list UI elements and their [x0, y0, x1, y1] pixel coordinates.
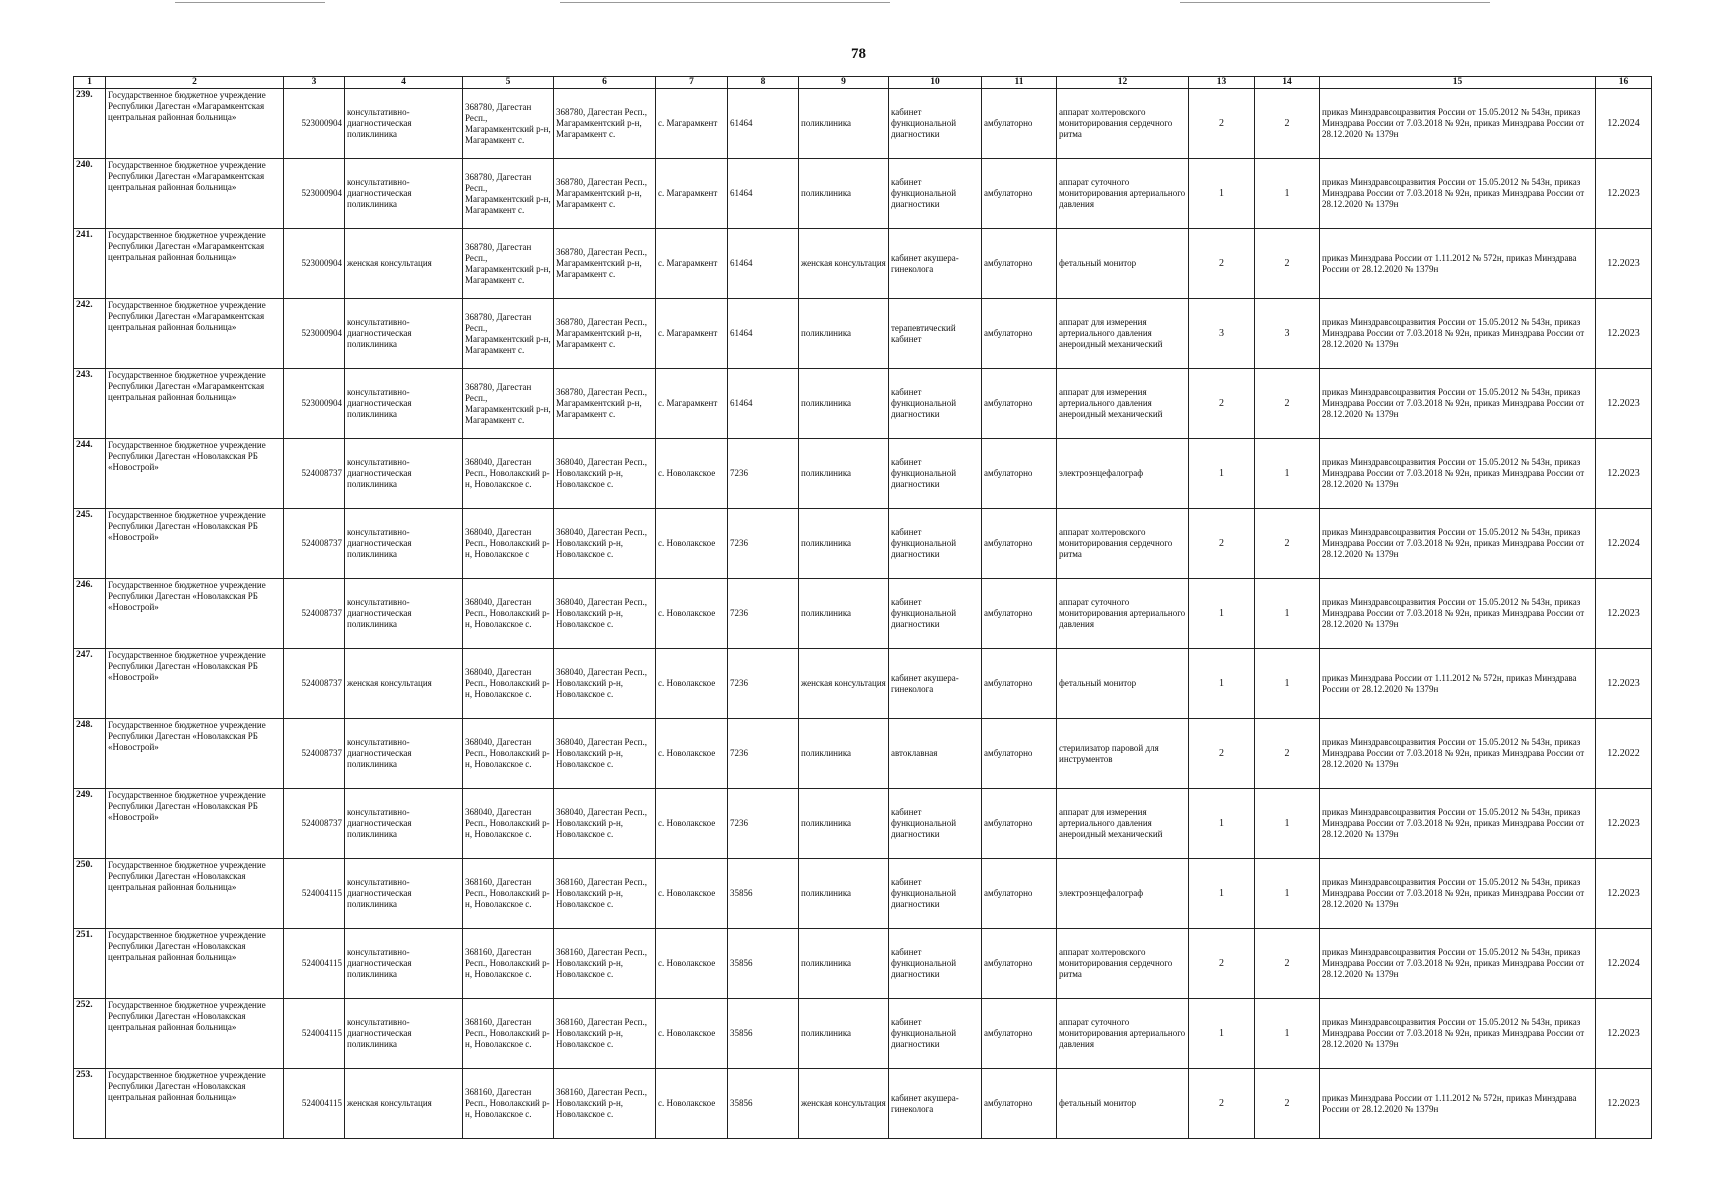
- population-count: 61464: [728, 89, 799, 159]
- equipment-name: фетальный монитор: [1057, 649, 1189, 719]
- subdivision-name: консультативно-диагностическая поликлиника: [345, 439, 463, 509]
- column-number: 7: [656, 77, 728, 89]
- settlement: с. Новолакское: [656, 649, 728, 719]
- settlement: с. Магарамкент: [656, 89, 728, 159]
- legal-address: 368040, Дагестан Респ., Новолакский р-н, Новолакское с.: [463, 439, 554, 509]
- subdivision-name: женская консультация: [345, 649, 463, 719]
- equipment-name: аппарат суточного мониторирования артериального давления: [1057, 159, 1189, 229]
- quantity-required: 2: [1189, 229, 1255, 299]
- organization-name: Государственное бюджетное учреждение Республики Дагестан «Новолакская РБ «Новострой»: [106, 649, 284, 719]
- care-mode: амбулаторно: [982, 719, 1057, 789]
- equipment-name: аппарат для измерения артериального давления анероидный механический: [1057, 299, 1189, 369]
- table-row: [74, 579, 1652, 649]
- organization-code: 524008737: [284, 719, 345, 789]
- row-number: 239.: [74, 89, 106, 159]
- quantity-required: 2: [1189, 369, 1255, 439]
- equipment-name: аппарат холтеровского мониторирования сердечного ритма: [1057, 929, 1189, 999]
- quantity-planned: 2: [1255, 229, 1320, 299]
- quantity-planned: 2: [1255, 719, 1320, 789]
- column-number: 4: [345, 77, 463, 89]
- table-row: [74, 649, 1652, 719]
- quantity-planned: 1: [1255, 999, 1320, 1069]
- equipment-name: аппарат холтеровского мониторирования сердечного ритма: [1057, 509, 1189, 579]
- facility-type: поликлиника: [799, 929, 889, 999]
- legal-address: 368780, Дагестан Респ., Магарамкентский р-н, Магарамкент с.: [463, 299, 554, 369]
- settlement: с. Магарамкент: [656, 299, 728, 369]
- organization-code: 524008737: [284, 509, 345, 579]
- quantity-planned: 1: [1255, 789, 1320, 859]
- quantity-required: 1: [1189, 159, 1255, 229]
- equipment-name: аппарат холтеровского мониторирования сердечного ритма: [1057, 89, 1189, 159]
- quantity-required: 2: [1189, 719, 1255, 789]
- column-number: 1: [74, 77, 106, 89]
- actual-address: 368160, Дагестан Респ., Новолакский р-н, Новолакское с.: [554, 859, 656, 929]
- quantity-planned: 1: [1255, 439, 1320, 509]
- delivery-date: 12.2023: [1596, 439, 1652, 509]
- delivery-date: 12.2023: [1596, 1069, 1652, 1139]
- legal-address: 368160, Дагестан Респ., Новолакский р-н, Новолакское с.: [463, 1069, 554, 1139]
- regulatory-basis: приказ Минздравсоцразвития России от 15.05.2012 № 543н, приказ Минздрава России от 7.03.2018 № 92н, приказ Минздрава России от 28.12.2020 № 1379н: [1320, 159, 1596, 229]
- facility-type: поликлиника: [799, 439, 889, 509]
- subdivision-name: консультативно-диагностическая поликлиника: [345, 859, 463, 929]
- regulatory-basis: приказ Минздравсоцразвития России от 15.05.2012 № 543н, приказ Минздрава России от 7.03.2018 № 92н, приказ Минздрава России от 28.12.2020 № 1379н: [1320, 929, 1596, 999]
- legal-address: 368040, Дагестан Респ., Новолакский р-н, Новолакское с.: [463, 579, 554, 649]
- quantity-required: 1: [1189, 789, 1255, 859]
- delivery-date: 12.2023: [1596, 229, 1652, 299]
- column-number-header-row: [74, 77, 1652, 89]
- population-count: 35856: [728, 999, 799, 1069]
- subdivision-name: консультативно-диагностическая поликлиника: [345, 509, 463, 579]
- organization-name: Государственное бюджетное учреждение Республики Дагестан «Магарамкентская центральная районная больница»: [106, 229, 284, 299]
- room-name: кабинет функциональной диагностики: [889, 579, 982, 649]
- table-row: [74, 509, 1652, 579]
- column-number: 5: [463, 77, 554, 89]
- organization-code: 524004115: [284, 859, 345, 929]
- quantity-required: 1: [1189, 579, 1255, 649]
- column-number: 2: [106, 77, 284, 89]
- regulatory-basis: приказ Минздравсоцразвития России от 15.05.2012 № 543н, приказ Минздрава России от 7.03.2018 № 92н, приказ Минздрава России от 28.12.2020 № 1379н: [1320, 719, 1596, 789]
- room-name: терапевтический кабинет: [889, 299, 982, 369]
- care-mode: амбулаторно: [982, 929, 1057, 999]
- organization-code: 523000904: [284, 159, 345, 229]
- quantity-planned: 1: [1255, 859, 1320, 929]
- room-name: кабинет функциональной диагностики: [889, 439, 982, 509]
- actual-address: 368160, Дагестан Респ., Новолакский р-н, Новолакское с.: [554, 999, 656, 1069]
- organization-code: 524004115: [284, 1069, 345, 1139]
- room-name: кабинет функциональной диагностики: [889, 999, 982, 1069]
- population-count: 61464: [728, 159, 799, 229]
- organization-code: 523000904: [284, 89, 345, 159]
- delivery-date: 12.2023: [1596, 999, 1652, 1069]
- subdivision-name: консультативно-диагностическая поликлиника: [345, 159, 463, 229]
- settlement: с. Магарамкент: [656, 229, 728, 299]
- column-number: 16: [1596, 77, 1652, 89]
- table-row: [74, 89, 1652, 159]
- organization-code: 524004115: [284, 929, 345, 999]
- quantity-planned: 2: [1255, 509, 1320, 579]
- legal-address: 368160, Дагестан Респ., Новолакский р-н, Новолакское с.: [463, 929, 554, 999]
- quantity-required: 1: [1189, 439, 1255, 509]
- facility-type: поликлиника: [799, 789, 889, 859]
- regulatory-basis: приказ Минздравсоцразвития России от 15.05.2012 № 543н, приказ Минздрава России от 7.03.2018 № 92н, приказ Минздрава России от 28.12.2020 № 1379н: [1320, 509, 1596, 579]
- organization-code: 523000904: [284, 369, 345, 439]
- facility-type: поликлиника: [799, 89, 889, 159]
- facility-type: поликлиника: [799, 509, 889, 579]
- subdivision-name: консультативно-диагностическая поликлиника: [345, 89, 463, 159]
- actual-address: 368040, Дагестан Респ., Новолакский р-н, Новолакское с.: [554, 579, 656, 649]
- row-number: 244.: [74, 439, 106, 509]
- regulatory-basis: приказ Минздравсоцразвития России от 15.05.2012 № 543н, приказ Минздрава России от 7.03.2018 № 92н, приказ Минздрава России от 28.12.2020 № 1379н: [1320, 89, 1596, 159]
- row-number: 248.: [74, 719, 106, 789]
- column-number: 3: [284, 77, 345, 89]
- equipment-name: электроэнцефалограф: [1057, 859, 1189, 929]
- regulatory-basis: приказ Минздравсоцразвития России от 15.05.2012 № 543н, приказ Минздрава России от 7.03.2018 № 92н, приказ Минздрава России от 28.12.2020 № 1379н: [1320, 439, 1596, 509]
- column-number: 15: [1320, 77, 1596, 89]
- settlement: с. Новолакское: [656, 579, 728, 649]
- equipment-name: электроэнцефалограф: [1057, 439, 1189, 509]
- organization-name: Государственное бюджетное учреждение Республики Дагестан «Магарамкентская центральная районная больница»: [106, 299, 284, 369]
- facility-type: поликлиника: [799, 369, 889, 439]
- equipment-table: [73, 76, 1652, 1139]
- settlement: с. Новолакское: [656, 789, 728, 859]
- row-number: 252.: [74, 999, 106, 1069]
- row-number: 246.: [74, 579, 106, 649]
- actual-address: 368040, Дагестан Респ., Новолакский р-н, Новолакское с.: [554, 789, 656, 859]
- population-count: 35856: [728, 929, 799, 999]
- care-mode: амбулаторно: [982, 649, 1057, 719]
- column-number: 11: [982, 77, 1057, 89]
- care-mode: амбулаторно: [982, 299, 1057, 369]
- row-number: 243.: [74, 369, 106, 439]
- organization-name: Государственное бюджетное учреждение Республики Дагестан «Новолакская центральная районная больница»: [106, 1069, 284, 1139]
- facility-type: женская консультация: [799, 649, 889, 719]
- care-mode: амбулаторно: [982, 439, 1057, 509]
- actual-address: 368040, Дагестан Респ., Новолакский р-н, Новолакское с.: [554, 439, 656, 509]
- table-row: [74, 439, 1652, 509]
- facility-type: поликлиника: [799, 579, 889, 649]
- room-name: кабинет функциональной диагностики: [889, 89, 982, 159]
- settlement: с. Новолакское: [656, 1069, 728, 1139]
- care-mode: амбулаторно: [982, 859, 1057, 929]
- legal-address: 368160, Дагестан Респ., Новолакский р-н, Новолакское с.: [463, 999, 554, 1069]
- equipment-name: аппарат суточного мониторирования артериального давления: [1057, 999, 1189, 1069]
- legal-address: 368780, Дагестан Респ., Магарамкентский р-н, Магарамкент с.: [463, 159, 554, 229]
- organization-name: Государственное бюджетное учреждение Республики Дагестан «Новолакская центральная районная больница»: [106, 929, 284, 999]
- settlement: с. Новолакское: [656, 719, 728, 789]
- room-name: кабинет функциональной диагностики: [889, 159, 982, 229]
- scan-edge-line: [560, 2, 890, 3]
- regulatory-basis: приказ Минздрава России от 1.11.2012 № 572н, приказ Минздрава России от 28.12.2020 № 1379н: [1320, 1069, 1596, 1139]
- actual-address: 368160, Дагестан Респ., Новолакский р-н, Новолакское с.: [554, 929, 656, 999]
- row-number: 250.: [74, 859, 106, 929]
- organization-name: Государственное бюджетное учреждение Республики Дагестан «Новолакская центральная районная больница»: [106, 999, 284, 1069]
- actual-address: 368780, Дагестан Респ., Магарамкентский р-н, Магарамкент с.: [554, 369, 656, 439]
- quantity-planned: 3: [1255, 299, 1320, 369]
- organization-code: 524008737: [284, 789, 345, 859]
- column-number: 10: [889, 77, 982, 89]
- actual-address: 368040, Дагестан Респ., Новолакский р-н, Новолакское с.: [554, 649, 656, 719]
- equipment-name: стерилизатор паровой для инструментов: [1057, 719, 1189, 789]
- subdivision-name: консультативно-диагностическая поликлиника: [345, 929, 463, 999]
- settlement: с. Магарамкент: [656, 159, 728, 229]
- population-count: 35856: [728, 1069, 799, 1139]
- legal-address: 368040, Дагестан Респ., Новолакский р-н, Новолакское с: [463, 509, 554, 579]
- legal-address: 368040, Дагестан Респ., Новолакский р-н, Новолакское с.: [463, 789, 554, 859]
- organization-name: Государственное бюджетное учреждение Республики Дагестан «Магарамкентская центральная районная больница»: [106, 89, 284, 159]
- room-name: кабинет функциональной диагностики: [889, 789, 982, 859]
- quantity-required: 1: [1189, 859, 1255, 929]
- table-row: [74, 719, 1652, 789]
- quantity-planned: 2: [1255, 89, 1320, 159]
- quantity-required: 1: [1189, 999, 1255, 1069]
- facility-type: поликлиника: [799, 719, 889, 789]
- quantity-planned: 1: [1255, 649, 1320, 719]
- population-count: 7236: [728, 509, 799, 579]
- legal-address: 368040, Дагестан Респ., Новолакский р-н, Новолакское с.: [463, 649, 554, 719]
- room-name: кабинет функциональной диагностики: [889, 859, 982, 929]
- delivery-date: 12.2022: [1596, 719, 1652, 789]
- equipment-name: фетальный монитор: [1057, 1069, 1189, 1139]
- quantity-planned: 1: [1255, 159, 1320, 229]
- care-mode: амбулаторно: [982, 509, 1057, 579]
- legal-address: 368780, Дагестан Респ., Магарамкентский р-н, Магарамкент с.: [463, 89, 554, 159]
- actual-address: 368780, Дагестан Респ., Магарамкентский р-н, Магарамкент с.: [554, 89, 656, 159]
- population-count: 61464: [728, 369, 799, 439]
- organization-code: 524008737: [284, 439, 345, 509]
- row-number: 245.: [74, 509, 106, 579]
- population-count: 7236: [728, 719, 799, 789]
- legal-address: 368780, Дагестан Респ., Магарамкентский р-н, Магарамкент с.: [463, 369, 554, 439]
- quantity-required: 2: [1189, 89, 1255, 159]
- page-number: 78: [851, 46, 866, 62]
- column-number: 14: [1255, 77, 1320, 89]
- column-number: 6: [554, 77, 656, 89]
- row-number: 241.: [74, 229, 106, 299]
- population-count: 61464: [728, 229, 799, 299]
- column-number: 13: [1189, 77, 1255, 89]
- settlement: с. Новолакское: [656, 929, 728, 999]
- quantity-required: 2: [1189, 1069, 1255, 1139]
- subdivision-name: консультативно-диагностическая поликлиника: [345, 719, 463, 789]
- care-mode: амбулаторно: [982, 229, 1057, 299]
- delivery-date: 12.2024: [1596, 89, 1652, 159]
- equipment-table-wrapper: [73, 76, 1652, 1139]
- regulatory-basis: приказ Минздравсоцразвития России от 15.05.2012 № 543н, приказ Минздрава России от 7.03.2018 № 92н, приказ Минздрава России от 28.12.2020 № 1379н: [1320, 789, 1596, 859]
- room-name: кабинет акушера-гинеколога: [889, 229, 982, 299]
- row-number: 240.: [74, 159, 106, 229]
- organization-name: Государственное бюджетное учреждение Республики Дагестан «Магарамкентская центральная районная больница»: [106, 369, 284, 439]
- organization-name: Государственное бюджетное учреждение Республики Дагестан «Новолакская РБ «Новострой»: [106, 439, 284, 509]
- table-row: [74, 159, 1652, 229]
- population-count: 61464: [728, 299, 799, 369]
- delivery-date: 12.2023: [1596, 159, 1652, 229]
- quantity-required: 2: [1189, 509, 1255, 579]
- settlement: с. Новолакское: [656, 439, 728, 509]
- population-count: 7236: [728, 649, 799, 719]
- subdivision-name: консультативно-диагностическая поликлиника: [345, 369, 463, 439]
- column-number: 8: [728, 77, 799, 89]
- population-count: 7236: [728, 439, 799, 509]
- subdivision-name: женская консультация: [345, 1069, 463, 1139]
- room-name: кабинет функциональной диагностики: [889, 929, 982, 999]
- population-count: 7236: [728, 789, 799, 859]
- subdivision-name: консультативно-диагностическая поликлиника: [345, 999, 463, 1069]
- facility-type: поликлиника: [799, 859, 889, 929]
- quantity-required: 2: [1189, 929, 1255, 999]
- settlement: с. Новолакское: [656, 859, 728, 929]
- scan-edge-line: [1180, 2, 1490, 3]
- quantity-planned: 2: [1255, 369, 1320, 439]
- care-mode: амбулаторно: [982, 159, 1057, 229]
- quantity-required: 1: [1189, 649, 1255, 719]
- table-row: [74, 369, 1652, 439]
- table-row: [74, 789, 1652, 859]
- settlement: с. Новолакское: [656, 509, 728, 579]
- table-row: [74, 929, 1652, 999]
- actual-address: 368160, Дагестан Респ., Новолакский р-н, Новолакское с.: [554, 1069, 656, 1139]
- row-number: 253.: [74, 1069, 106, 1139]
- care-mode: амбулаторно: [982, 369, 1057, 439]
- organization-name: Государственное бюджетное учреждение Республики Дагестан «Новолакская центральная районная больница»: [106, 859, 284, 929]
- regulatory-basis: приказ Минздравсоцразвития России от 15.05.2012 № 543н, приказ Минздрава России от 7.03.2018 № 92н, приказ Минздрава России от 28.12.2020 № 1379н: [1320, 579, 1596, 649]
- equipment-name: фетальный монитор: [1057, 229, 1189, 299]
- care-mode: амбулаторно: [982, 89, 1057, 159]
- delivery-date: 12.2023: [1596, 789, 1652, 859]
- row-number: 247.: [74, 649, 106, 719]
- room-name: кабинет акушера-гинеколога: [889, 649, 982, 719]
- quantity-planned: 2: [1255, 1069, 1320, 1139]
- table-row: [74, 229, 1652, 299]
- quantity-planned: 1: [1255, 579, 1320, 649]
- room-name: кабинет акушера-гинеколога: [889, 1069, 982, 1139]
- organization-name: Государственное бюджетное учреждение Республики Дагестан «Новолакская РБ «Новострой»: [106, 579, 284, 649]
- legal-address: 368780, Дагестан Респ., Магарамкентский р-н, Магарамкент с.: [463, 229, 554, 299]
- legal-address: 368160, Дагестан Респ., Новолакский р-н, Новолакское с.: [463, 859, 554, 929]
- row-number: 251.: [74, 929, 106, 999]
- care-mode: амбулаторно: [982, 1069, 1057, 1139]
- subdivision-name: консультативно-диагностическая поликлиника: [345, 579, 463, 649]
- organization-name: Государственное бюджетное учреждение Республики Дагестан «Новолакская РБ «Новострой»: [106, 509, 284, 579]
- subdivision-name: консультативно-диагностическая поликлиника: [345, 789, 463, 859]
- column-number: 9: [799, 77, 889, 89]
- actual-address: 368780, Дагестан Респ., Магарамкентский р-н, Магарамкент с.: [554, 299, 656, 369]
- facility-type: поликлиника: [799, 159, 889, 229]
- room-name: кабинет функциональной диагностики: [889, 509, 982, 579]
- delivery-date: 12.2023: [1596, 649, 1652, 719]
- population-count: 7236: [728, 579, 799, 649]
- scan-edge-line: [175, 2, 325, 3]
- quantity-required: 3: [1189, 299, 1255, 369]
- organization-name: Государственное бюджетное учреждение Республики Дагестан «Новолакская РБ «Новострой»: [106, 719, 284, 789]
- actual-address: 368040, Дагестан Респ., Новолакский р-н, Новолакское с.: [554, 719, 656, 789]
- column-number: 12: [1057, 77, 1189, 89]
- table-row: [74, 299, 1652, 369]
- regulatory-basis: приказ Минздравсоцразвития России от 15.05.2012 № 543н, приказ Минздрава России от 7.03.2018 № 92н, приказ Минздрава России от 28.12.2020 № 1379н: [1320, 369, 1596, 439]
- population-count: 35856: [728, 859, 799, 929]
- equipment-name: аппарат для измерения артериального давления анероидный механический: [1057, 369, 1189, 439]
- facility-type: женская консультация: [799, 229, 889, 299]
- settlement: с. Новолакское: [656, 999, 728, 1069]
- table-row: [74, 999, 1652, 1069]
- regulatory-basis: приказ Минздравсоцразвития России от 15.05.2012 № 543н, приказ Минздрава России от 7.03.2018 № 92н, приказ Минздрава России от 28.12.2020 № 1379н: [1320, 859, 1596, 929]
- organization-code: 524004115: [284, 999, 345, 1069]
- equipment-name: аппарат суточного мониторирования артериального давления: [1057, 579, 1189, 649]
- delivery-date: 12.2024: [1596, 509, 1652, 579]
- quantity-planned: 2: [1255, 929, 1320, 999]
- delivery-date: 12.2023: [1596, 299, 1652, 369]
- facility-type: поликлиника: [799, 299, 889, 369]
- care-mode: амбулаторно: [982, 789, 1057, 859]
- regulatory-basis: приказ Минздравсоцразвития России от 15.05.2012 № 543н, приказ Минздрава России от 7.03.2018 № 92н, приказ Минздрава России от 28.12.2020 № 1379н: [1320, 299, 1596, 369]
- organization-name: Государственное бюджетное учреждение Республики Дагестан «Новолакская РБ «Новострой»: [106, 789, 284, 859]
- regulatory-basis: приказ Минздрава России от 1.11.2012 № 572н, приказ Минздрава России от 28.12.2020 № 1379н: [1320, 229, 1596, 299]
- facility-type: женская консультация: [799, 1069, 889, 1139]
- delivery-date: 12.2023: [1596, 369, 1652, 439]
- equipment-name: аппарат для измерения артериального давления анероидный механический: [1057, 789, 1189, 859]
- organization-code: 523000904: [284, 299, 345, 369]
- regulatory-basis: приказ Минздрава России от 1.11.2012 № 572н, приказ Минздрава России от 28.12.2020 № 1379н: [1320, 649, 1596, 719]
- organization-code: 523000904: [284, 229, 345, 299]
- actual-address: 368040, Дагестан Респ., Новолакский р-н, Новолакское с.: [554, 509, 656, 579]
- subdivision-name: женская консультация: [345, 229, 463, 299]
- actual-address: 368780, Дагестан Респ., Магарамкентский р-н, Магарамкент с.: [554, 229, 656, 299]
- delivery-date: 12.2023: [1596, 859, 1652, 929]
- organization-code: 524008737: [284, 649, 345, 719]
- table-row: [74, 1069, 1652, 1139]
- table-row: [74, 859, 1652, 929]
- care-mode: амбулаторно: [982, 579, 1057, 649]
- facility-type: поликлиника: [799, 999, 889, 1069]
- room-name: кабинет функциональной диагностики: [889, 369, 982, 439]
- care-mode: амбулаторно: [982, 999, 1057, 1069]
- actual-address: 368780, Дагестан Респ., Магарамкентский р-н, Магарамкент с.: [554, 159, 656, 229]
- regulatory-basis: приказ Минздравсоцразвития России от 15.05.2012 № 543н, приказ Минздрава России от 7.03.2018 № 92н, приказ Минздрава России от 28.12.2020 № 1379н: [1320, 999, 1596, 1069]
- room-name: автоклавная: [889, 719, 982, 789]
- row-number: 242.: [74, 299, 106, 369]
- row-number: 249.: [74, 789, 106, 859]
- subdivision-name: консультативно-диагностическая поликлиника: [345, 299, 463, 369]
- organization-code: 524008737: [284, 579, 345, 649]
- settlement: с. Магарамкент: [656, 369, 728, 439]
- organization-name: Государственное бюджетное учреждение Республики Дагестан «Магарамкентская центральная районная больница»: [106, 159, 284, 229]
- legal-address: 368040, Дагестан Респ., Новолакский р-н, Новолакское с.: [463, 719, 554, 789]
- delivery-date: 12.2023: [1596, 579, 1652, 649]
- delivery-date: 12.2024: [1596, 929, 1652, 999]
